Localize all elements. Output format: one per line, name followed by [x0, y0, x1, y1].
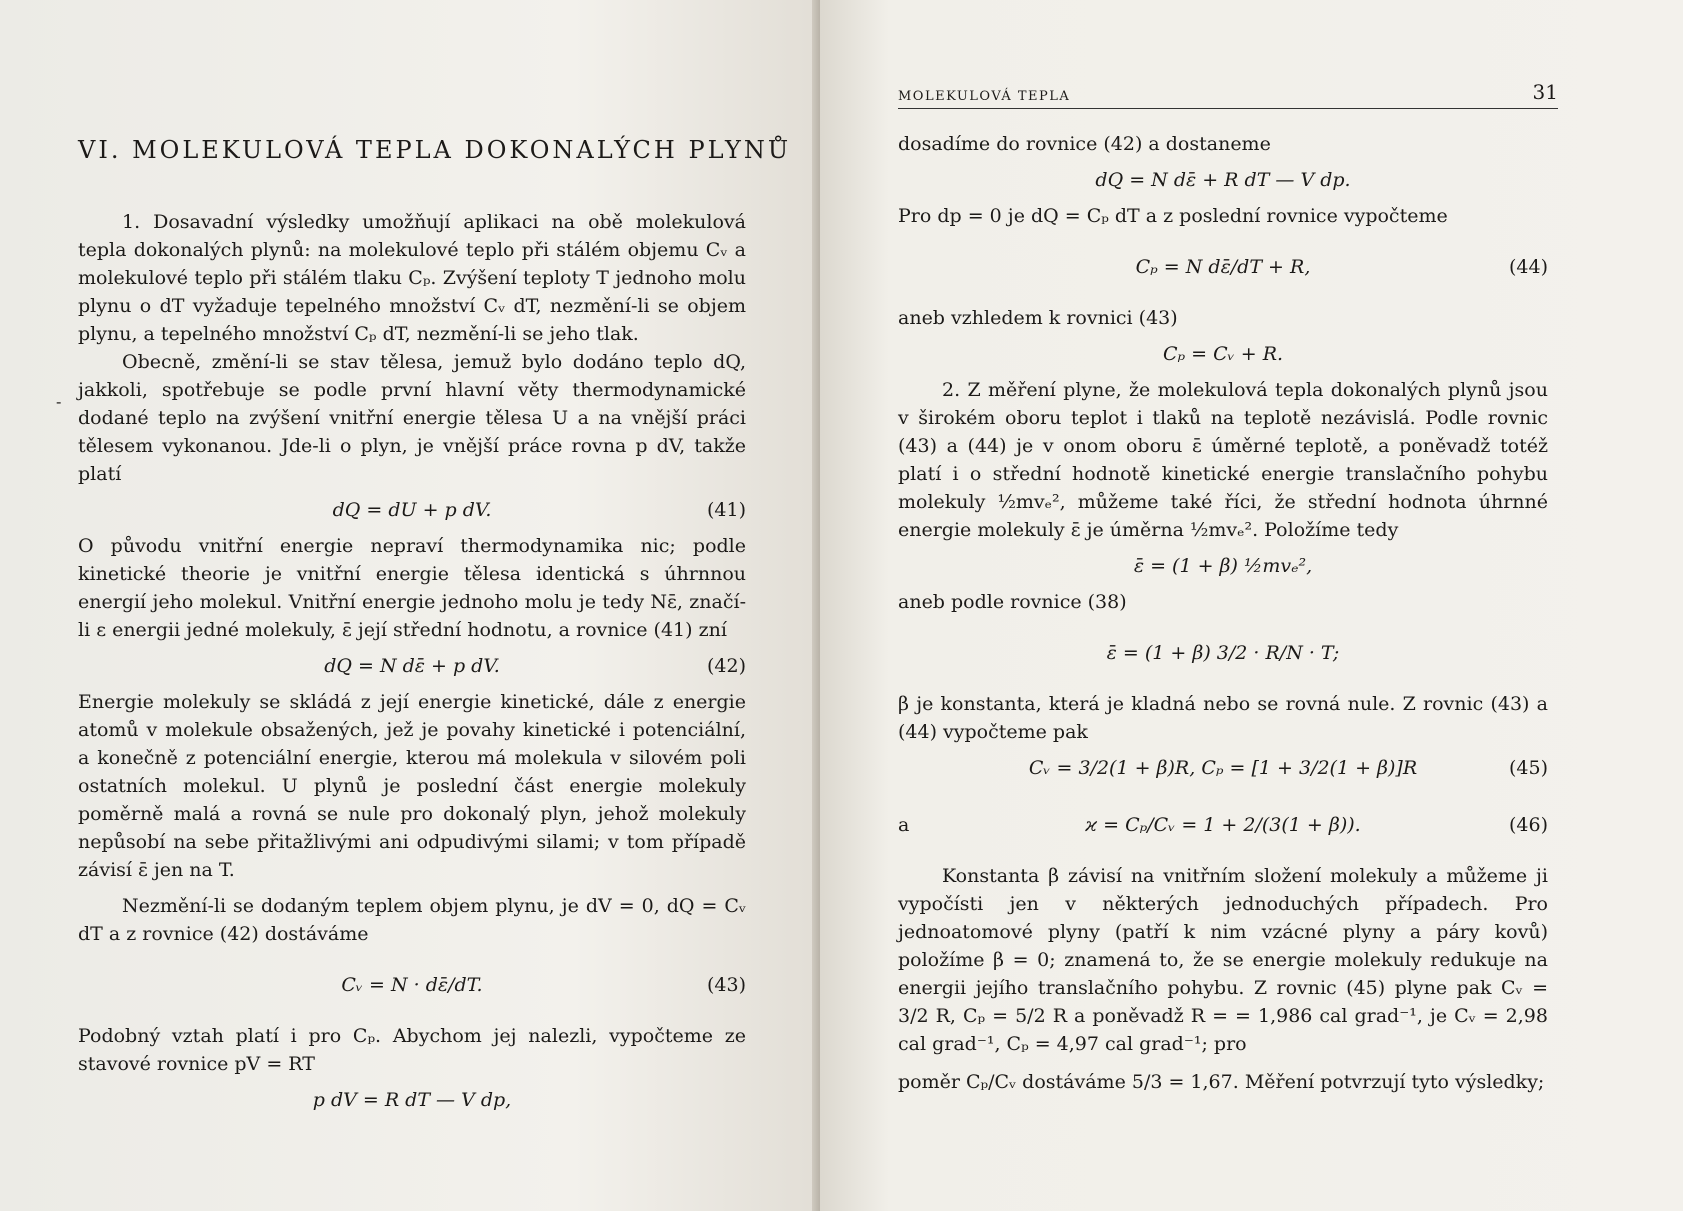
equation-cp-cv-body: Cₚ = Cᵥ + R. — [1162, 343, 1284, 365]
equation-epsilon-38-body: ε̄ = (1 + β) 3/2 · R/N · T; — [1106, 642, 1340, 664]
paragraph-r2: Pro dp = 0 je dQ = Cₚ dT a z poslední rovnice vypočteme — [898, 205, 1448, 227]
page-number: 31 — [1532, 80, 1558, 104]
equation-46 — [898, 790, 1548, 860]
paragraph-3: O původu vnitřní energie nepraví thermodynamika nic; podle kinetické theorie je vnitřní energie tělesa identická s úhrnnou energií jeho molekul. Vnitřní energie jednoho molu je tedy Nε̄, značí-li ε energii jedné molekuly, ε̄ její střední hodnotu, a rovnice (41) zní — [78, 535, 746, 641]
running-head — [898, 80, 1558, 109]
right-text-column — [898, 130, 1548, 1096]
equation-42 — [78, 646, 746, 686]
paragraph-r3: aneb vzhledem k rovnici (43) — [898, 307, 1178, 329]
paragraph-5: Nezmění-li se dodaným teplem objem plynu, je dV = 0, dQ = Cᵥ dT a z rovnice (42) dostáváme — [78, 895, 746, 945]
paragraph-r5: aneb podle rovnice (38) — [898, 591, 1127, 613]
paragraph-2: Obecně, změní-li se stav tělesa, jemuž bylo dodáno teplo dQ, jakkoli, spotřebuje se podle první hlavní věty thermodynamické dodané teplo na zvýšení vnitřní energie tělesa U a na vnější práci tělesem vykonanou. Jde-li o plyn, je vnější práce rovna p dV, takže platí — [78, 351, 746, 485]
equation-46-number: (46) — [1508, 814, 1548, 836]
margin-mark: - — [56, 392, 62, 411]
equation-45 — [898, 748, 1548, 788]
equation-41 — [78, 490, 746, 530]
equation-epsilon-38 — [898, 618, 1548, 688]
equation-44-body: Cₚ = N dε̄/dT + R, — [1135, 256, 1311, 278]
paragraph-1: 1. Dosavadní výsledky umožňují aplikaci na obě molekulová tepla dokonalých plynů: na molekulové teplo při stálém objemu Cᵥ a molekulové teplo při stálém tlaku Cₚ. Zvýšení teploty T jednoho molu plynu o dT vyžaduje tepelného množství Cᵥ dT, nezmění-li se objem plynu, a tepelného množství Cₚ dT, nezmění-li se jeho tlak. — [78, 211, 746, 345]
left-text-column — [78, 130, 792, 1122]
equation-45-body: Cᵥ = 3/2(1 + β)R, Cₚ = [1 + 3/2(1 + β)]R — [1028, 757, 1418, 779]
equation-dq-body: dQ = N dε̄ + R dT — V dp. — [1095, 169, 1351, 191]
equation-44-number: (44) — [1508, 256, 1548, 278]
equation-42-body: dQ = N dε̄ + p dV. — [324, 655, 500, 677]
equation-46-body: ϰ = Cₚ/Cᵥ = 1 + 2/(3(1 + β)). — [1085, 814, 1361, 836]
paragraph-r8: poměr Cₚ/Cᵥ dostáváme 5/3 = 1,67. Měření potvrzují tyto výsledky; — [898, 1071, 1545, 1093]
running-head-title: MOLEKULOVÁ TEPLA — [898, 89, 1071, 104]
equation-41-body: dQ = dU + p dV. — [332, 499, 492, 521]
equation-45-number: (45) — [1508, 757, 1548, 779]
right-page — [820, 0, 1683, 1211]
equation-43-body: Cᵥ = N · dε̄/dT. — [341, 974, 483, 996]
equation-43-number: (43) — [706, 974, 746, 996]
paragraph-r1: dosadíme do rovnice (42) a dostaneme — [898, 133, 1271, 155]
chapter-title: VI. MOLEKULOVÁ TEPLA DOKONALÝCH PLYNŮ — [78, 136, 792, 164]
equation-epsilon — [898, 546, 1548, 586]
equation-epsilon-body: ε̄ = (1 + β) ½mvₑ², — [1133, 555, 1313, 577]
equation-44 — [898, 232, 1548, 302]
paragraph-6: Podobný vztah platí i pro Cₚ. Abychom jej nalezli, vypočteme ze stavové rovnice pV = RT — [78, 1025, 746, 1075]
paragraph-r6: β je konstanta, která je kladná nebo se rovná nule. Z rovnic (43) a (44) vypočteme pak — [898, 693, 1548, 743]
equation-dq — [898, 160, 1548, 200]
equation-41-number: (41) — [706, 499, 746, 521]
equation-pdv-body: p dV = R dT — V dp, — [312, 1089, 512, 1111]
equation-43 — [78, 950, 746, 1020]
paragraph-4: Energie molekuly se skládá z její energie kinetické, dále z energie atomů v molekule obsažených, jež je povahy kinetické i potenciální, a konečně z potenciální energie, kterou má molekula v silovém poli ostatních molekul. U plynů je poslední část energie molekuly poměrně malá a rovná se nule pro dokonalý plyn, jehož molekuly nepůsobí na sebe přitažlivými ani odpudivými silami; v tom případě závisí ε̄ jen na T. — [78, 691, 746, 881]
left-page — [0, 0, 820, 1211]
equation-46-prefix: a — [898, 814, 910, 836]
paragraph-r4: 2. Z měření plyne, že molekulová tepla dokonalých plynů jsou v širokém oboru teplot i tlaků na teplotě nezávislá. Podle rovnic (43) a (44) je v onom oboru ε̄ úměrné teplotě, a poněvadž totéž platí i o střední hodnotě kinetické energie translačního pohybu molekuly ½mvₑ², můžeme také říci, že střední hodnota úhrnné energie molekuly ε̄ je úměrna ½mvₑ². Položíme tedy — [898, 379, 1548, 541]
equation-cp-cv — [898, 334, 1548, 374]
paragraph-r7: Konstanta β závisí na vnitřním složení molekuly a můžeme ji vypočísti jen v některých jednoduchých případech. Pro jednoatomové plyny (patří k nim vzácné plyny a páry kovů) položíme β = 0; znamená to, že se energie molekuly redukuje na energii jejího translačního pohybu. Z rovnic (45) plyne pak Cᵥ = 3/2 R, Cₚ = 5/2 R a poněvadž R = = 1,986 cal grad⁻¹, je Cᵥ = 2,98 cal grad⁻¹, Cₚ = 4,97 cal grad⁻¹; pro — [898, 865, 1548, 1055]
equation-pdv — [78, 1080, 746, 1120]
equation-42-number: (42) — [706, 655, 746, 677]
